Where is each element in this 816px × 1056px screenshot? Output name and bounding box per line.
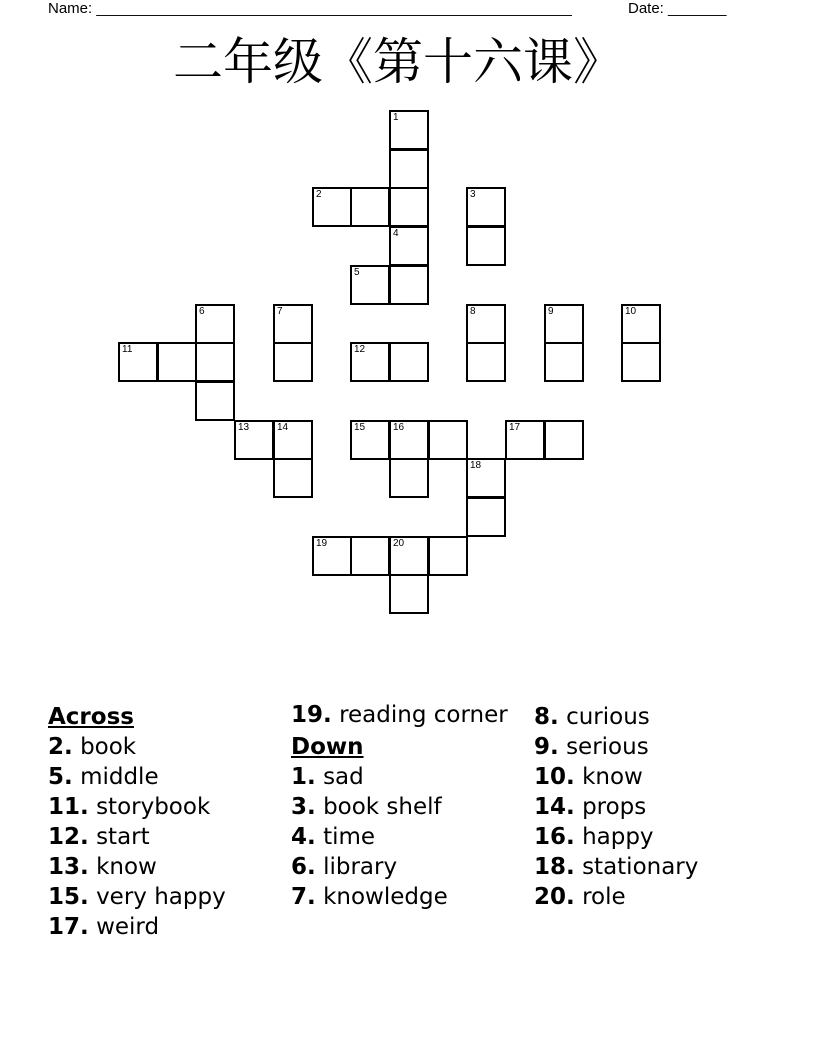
cell-number: 16 [393, 422, 405, 433]
crossword-cell[interactable] [350, 342, 390, 382]
clue-text: sad [323, 764, 364, 790]
clue-text: reading corner [339, 702, 508, 728]
crossword-cell[interactable] [273, 420, 313, 460]
clue-number: 4. [291, 824, 316, 850]
down-clue-list [291, 762, 521, 912]
crossword-cell[interactable] [389, 149, 429, 189]
name-line: Name: _________________________________________________________ [48, 0, 572, 17]
clue-text: library [323, 854, 398, 880]
clue-text: weird [96, 914, 160, 940]
crossword-cell[interactable] [389, 536, 429, 576]
clue-number: 9. [534, 734, 559, 760]
crossword-cell[interactable] [350, 536, 390, 576]
clue-number: 6. [291, 854, 316, 880]
cell-number: 20 [393, 538, 405, 549]
clue-number: 1. [291, 764, 316, 790]
crossword-cell[interactable] [273, 304, 313, 344]
crossword-cell[interactable] [350, 187, 390, 227]
cell-number: 2 [316, 189, 322, 200]
cell-number: 10 [625, 306, 637, 317]
cell-number: 8 [470, 306, 476, 317]
down-clue-list-continued [534, 702, 764, 912]
clue-text: serious [566, 734, 649, 760]
clue-text: stationary [582, 854, 699, 880]
down-heading: Down [291, 734, 364, 760]
crossword-cell[interactable] [273, 458, 313, 498]
clue-item [48, 762, 278, 792]
cell-number: 15 [354, 422, 366, 433]
crossword-cell[interactable] [544, 420, 584, 460]
clue-item [534, 762, 764, 792]
clue-number: 8. [534, 704, 559, 730]
clue-text: book shelf [323, 794, 442, 820]
crossword-cell[interactable] [621, 304, 661, 344]
clue-column-3 [534, 702, 764, 912]
clue-item [291, 702, 521, 728]
clue-number: 20. [534, 884, 575, 910]
clue-item [48, 792, 278, 822]
clue-item [291, 822, 521, 852]
clue-number: 11. [48, 794, 89, 820]
clue-text: start [96, 824, 150, 850]
page-title: 二年级《第十六课》 [173, 33, 623, 91]
clue-column-2 [291, 702, 521, 912]
clue-item [534, 792, 764, 822]
clue-text: props [582, 794, 647, 820]
cell-number: 1 [393, 112, 399, 123]
crossword-cell[interactable] [350, 265, 390, 305]
crossword-cell[interactable] [350, 420, 390, 460]
crossword-cell[interactable] [466, 304, 506, 344]
clue-item [534, 882, 764, 912]
clue-item [534, 732, 764, 762]
cell-number: 18 [470, 460, 482, 471]
crossword-cell[interactable] [273, 342, 313, 382]
clue-text: knowledge [323, 884, 448, 910]
crossword-cell[interactable] [428, 420, 468, 460]
clue-item [291, 762, 521, 792]
clue-text: book [80, 734, 137, 760]
clue-number: 5. [48, 764, 73, 790]
clue-number: 3. [291, 794, 316, 820]
clue-text: happy [582, 824, 654, 850]
clue-item [48, 882, 278, 912]
clue-number: 2. [48, 734, 73, 760]
cell-number: 19 [316, 538, 328, 549]
clue-text: role [582, 884, 626, 910]
crossword-cell[interactable] [466, 187, 506, 227]
clue-item [291, 852, 521, 882]
clue-text: know [582, 764, 643, 790]
date-line: Date: _______ [628, 0, 727, 17]
clue-number: 18. [534, 854, 575, 880]
cell-number: 4 [393, 228, 399, 239]
clue-text: very happy [96, 884, 226, 910]
crossword-cell[interactable] [312, 536, 352, 576]
clue-item [48, 822, 278, 852]
crossword-cell[interactable] [389, 110, 429, 150]
clue-item [291, 792, 521, 822]
crossword-cell[interactable] [389, 265, 429, 305]
across-clue-list-continued [291, 702, 521, 728]
clue-number: 10. [534, 764, 575, 790]
across-heading: Across [48, 704, 134, 730]
cell-number: 14 [277, 422, 289, 433]
cell-number: 12 [354, 344, 366, 355]
crossword-cell[interactable] [505, 420, 545, 460]
clue-number: 16. [534, 824, 575, 850]
crossword-cell[interactable] [195, 304, 235, 344]
clue-item [534, 822, 764, 852]
cell-number: 3 [470, 189, 476, 200]
crossword-cell[interactable] [544, 304, 584, 344]
clue-item [48, 852, 278, 882]
clue-item [48, 732, 278, 762]
clue-number: 15. [48, 884, 89, 910]
cell-number: 6 [199, 306, 205, 317]
crossword-cell[interactable] [389, 226, 429, 266]
crossword-cell[interactable] [466, 458, 506, 498]
crossword-cell[interactable] [621, 342, 661, 382]
crossword-cell[interactable] [118, 342, 158, 382]
crossword-cell[interactable] [466, 342, 506, 382]
across-clue-list [48, 732, 278, 942]
cell-number: 9 [548, 306, 554, 317]
crossword-cell[interactable] [195, 342, 235, 382]
clue-text: middle [80, 764, 159, 790]
cell-number: 11 [122, 344, 133, 355]
clue-item [48, 912, 278, 942]
clue-item [534, 852, 764, 882]
clue-column-1 [48, 702, 278, 942]
clue-number: 13. [48, 854, 89, 880]
crossword-cell[interactable] [389, 187, 429, 227]
clue-text: time [323, 824, 376, 850]
clue-number: 7. [291, 884, 316, 910]
crossword-cell[interactable] [544, 342, 584, 382]
crossword-cell[interactable] [312, 187, 352, 227]
clue-text: curious [566, 704, 650, 730]
clue-number: 19. [291, 702, 332, 728]
clue-number: 17. [48, 914, 89, 940]
cell-number: 13 [238, 422, 250, 433]
clue-text: storybook [96, 794, 211, 820]
crossword-cell[interactable] [466, 497, 506, 537]
clue-item [534, 702, 764, 732]
cell-number: 7 [277, 306, 283, 317]
clue-item [291, 882, 521, 912]
crossword-cell[interactable] [389, 420, 429, 460]
crossword-cell[interactable] [389, 574, 429, 614]
clue-number: 12. [48, 824, 89, 850]
crossword-cell[interactable] [195, 381, 235, 421]
cell-number: 5 [354, 267, 360, 278]
clue-text: know [96, 854, 157, 880]
crossword-cell[interactable] [157, 342, 197, 382]
cell-number: 17 [509, 422, 521, 433]
crossword-cell[interactable] [389, 458, 429, 498]
clue-number: 14. [534, 794, 575, 820]
crossword-cell[interactable] [428, 536, 468, 576]
crossword-cell[interactable] [234, 420, 274, 460]
crossword-cell[interactable] [466, 226, 506, 266]
crossword-cell[interactable] [389, 342, 429, 382]
